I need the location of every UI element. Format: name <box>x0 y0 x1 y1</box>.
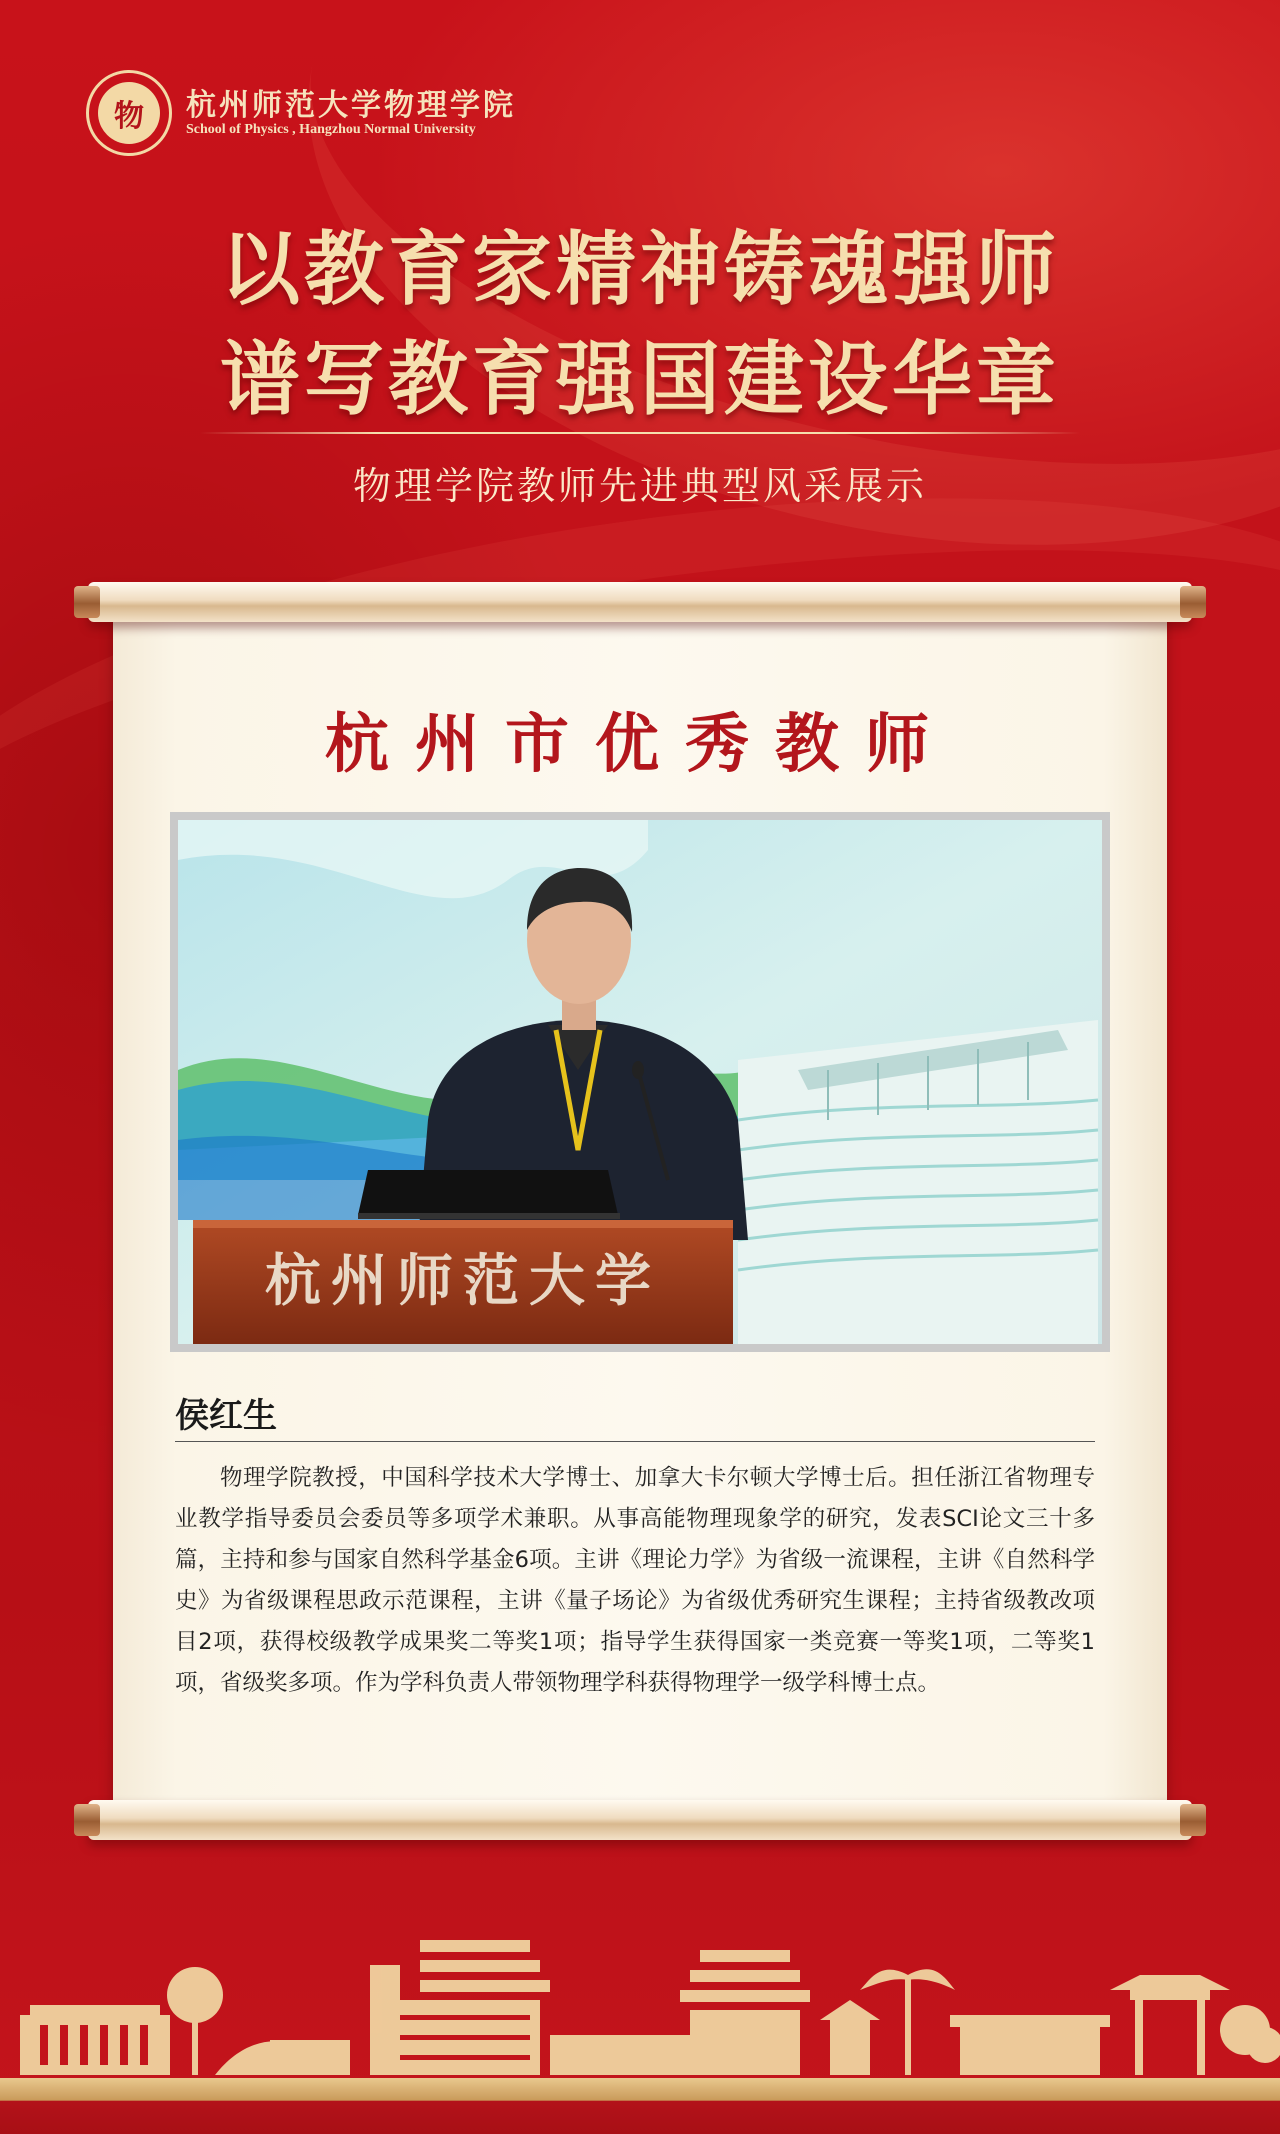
teacher-photo <box>170 812 1110 1352</box>
school-name-en: School of Physics , Hangzhou Normal University <box>186 122 476 137</box>
photo-illustration <box>178 820 1102 1344</box>
school-logo-mark: 物 <box>98 82 160 144</box>
name-divider <box>175 1441 1095 1442</box>
scroll-rod-bottom <box>88 1800 1192 1840</box>
school-name-cn: 杭州师范大学物理学院 <box>186 88 516 123</box>
campus-skyline-icon <box>0 1920 1280 2090</box>
podium-text: 杭州师范大学 <box>265 1248 661 1314</box>
teacher-name: 侯红生 <box>175 1396 277 1436</box>
main-title-line2: 谱写教育强国建设华章 <box>220 333 1060 426</box>
teacher-bio: 物理学院教授，中国科学技术大学博士、加拿大卡尔顿大学博士后。担任浙江省物理专业教学指导委员会委员等多项学术兼职。从事高能物理现象学的研究，发表SCI论文三十多篇，主持和参与国家自然科学基金6项。主讲《理论力学》为省级一流课程，主讲《自然科学史》为省级课程思政示范课程，主讲《量子场论》为省级优秀研究生课程；主持省级教改项目2项，获得校级教学成果奖二等奖1项；指导学生获得国家一类竞赛一等奖1项，二等奖1项，省级奖多项。作为学科负责人带领物理学科获得物理学一级学科博士点。 <box>175 1465 1095 1696</box>
award-title: 杭州市优秀教师 <box>325 707 955 782</box>
skyline-ground <box>0 2078 1280 2134</box>
subtitle: 物理学院教师先进典型风采展示 <box>352 464 927 508</box>
school-logo-icon <box>86 70 172 156</box>
main-title-line1: 以教育家精神铸魂强师 <box>220 223 1060 316</box>
scroll-rod-top <box>88 582 1192 622</box>
title-divider <box>200 432 1080 434</box>
